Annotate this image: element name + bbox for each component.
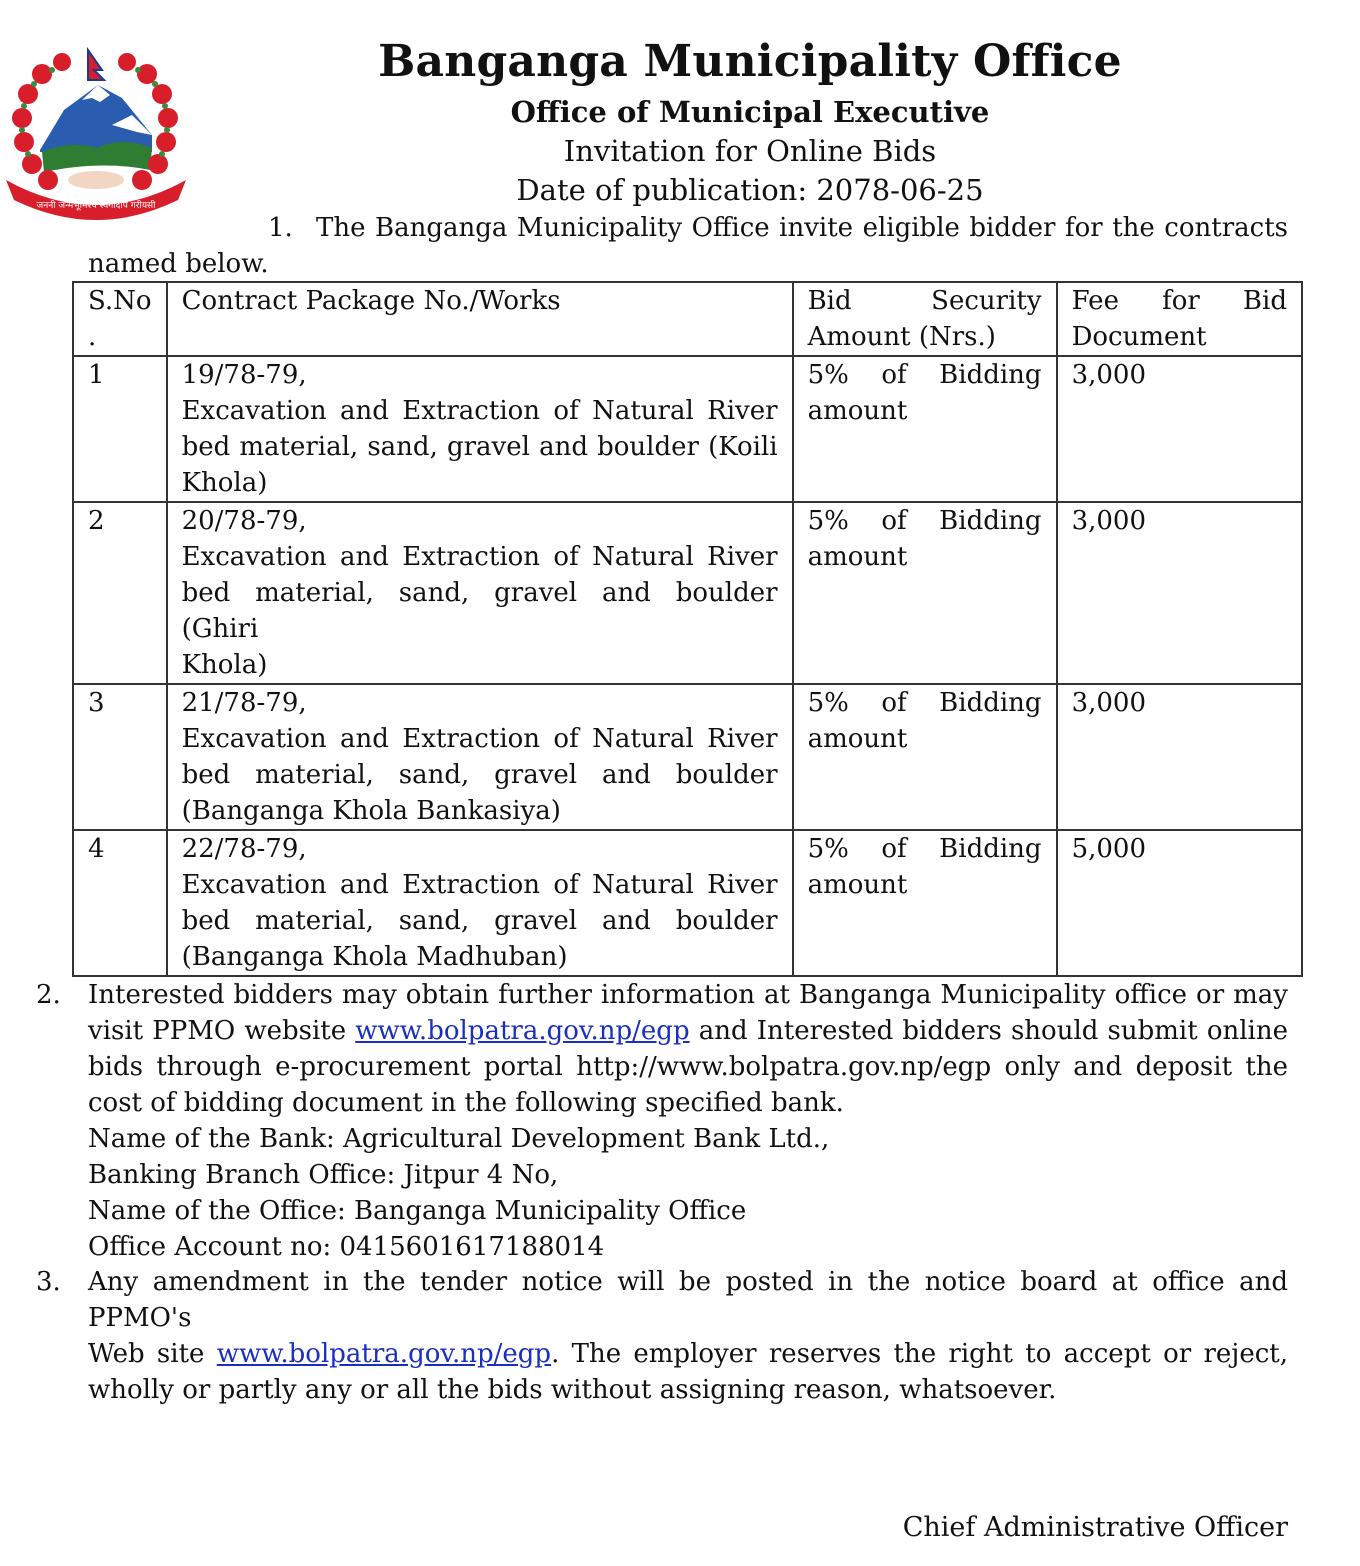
row-bid-security: 5% of Bidding amount <box>793 356 1057 502</box>
row-sno: 3 <box>73 684 167 830</box>
row-bid-security: 5% of Bidding amount <box>793 502 1057 684</box>
header-bid-security: Bid Security Amount (Nrs.) <box>793 282 1057 356</box>
item-2-line2: visit PPMO website www.bolpatra.gov.np/egp and Interested bidders should submit online <box>88 1016 1288 1046</box>
item-2-number: 2. <box>36 980 61 1010</box>
nepal-government-emblem-icon <box>2 40 190 220</box>
row-fee: 3,000 <box>1057 684 1302 830</box>
header-sno: S.No . <box>73 282 167 356</box>
office-account-no: Office Account no: 0415601617188014 <box>88 1232 605 1262</box>
row-fee: 3,000 <box>1057 356 1302 502</box>
header-works: Contract Package No./Works <box>167 282 793 356</box>
bank-name: Name of the Bank: Agricultural Development Bank Ltd., <box>88 1124 830 1154</box>
item-3-line1: Any amendment in the tender notice will be posted in the notice board at office and PPMO's <box>88 1267 1288 1333</box>
item-2-line1: Interested bidders may obtain further information at Banganga Municipality office or may <box>88 980 1288 1010</box>
row-fee: 3,000 <box>1057 502 1302 684</box>
notice-type: Invitation for Online Bids <box>563 134 937 168</box>
signature-title: Chief Administrative Officer <box>902 1512 1288 1543</box>
row-sno: 1 <box>73 356 167 502</box>
bank-branch: Banking Branch Office: Jitpur 4 No, <box>88 1160 559 1190</box>
table-row <box>73 684 1302 830</box>
intro-text-line2: named below. <box>88 249 269 279</box>
row-works: 19/78-79, Excavation and Extraction of Natural River bed material, sand, gravel and boulder (Koili Khola) <box>167 356 793 502</box>
item-2-line3: bids through e-procurement portal http://www.bolpatra.gov.np/egp only and deposit the <box>88 1052 1288 1082</box>
item-2-line4: cost of bidding document in the following specified bank. <box>88 1088 844 1118</box>
table-row <box>73 356 1302 502</box>
svg-text:जननी जन्मभूमिश्च स्वर्गादपि गर: जननी जन्मभूमिश्च स्वर्गादपि गरीयसी <box>36 201 156 211</box>
bolpatra-link[interactable]: www.bolpatra.gov.np/egp <box>216 1339 552 1369</box>
table-header-row <box>73 282 1302 356</box>
row-works: 20/78-79, Excavation and Extraction of Natural River bed material, sand, gravel and boulder (Ghiri Khola) <box>167 502 793 684</box>
item-3-number: 3. <box>36 1267 61 1297</box>
item-3-line2: Web site www.bolpatra.gov.np/egp. The employer reserves the right to accept or reject, <box>88 1339 1288 1369</box>
page-title: Banganga Municipality Office <box>378 36 1122 87</box>
row-sno: 2 <box>73 502 167 684</box>
intro-paragraph <box>88 210 1288 282</box>
publication-date: Date of publication: 2078-06-25 <box>516 173 984 207</box>
item-2 <box>36 977 1288 1265</box>
item-3 <box>36 1264 1288 1408</box>
intro-text-line1: The Banganga Municipality Office invite eligible bidder for the contracts <box>316 213 1288 243</box>
row-sno: 4 <box>73 830 167 976</box>
office-name: Name of the Office: Banganga Municipality Office <box>88 1196 747 1226</box>
contracts-table <box>72 281 1303 977</box>
table-row <box>73 830 1302 976</box>
row-fee: 5,000 <box>1057 830 1302 976</box>
item-3-line3: wholly or partly any or all the bids without assigning reason, whatsoever. <box>88 1375 1057 1405</box>
row-works: 22/78-79, Excavation and Extraction of Natural River bed material, sand, gravel and boulder (Banganga Khola Madhuban) <box>167 830 793 976</box>
row-works: 21/78-79, Excavation and Extraction of Natural River bed material, sand, gravel and boulder (Banganga Khola Bankasiya) <box>167 684 793 830</box>
row-bid-security: 5% of Bidding amount <box>793 830 1057 976</box>
bolpatra-link[interactable]: www.bolpatra.gov.np/egp <box>355 1016 690 1046</box>
intro-number: 1. <box>268 213 293 243</box>
page-subtitle: Office of Municipal Executive <box>510 95 990 129</box>
table-row <box>73 502 1302 684</box>
row-bid-security: 5% of Bidding amount <box>793 684 1057 830</box>
header-fee: Fee for Bid Document <box>1057 282 1302 356</box>
